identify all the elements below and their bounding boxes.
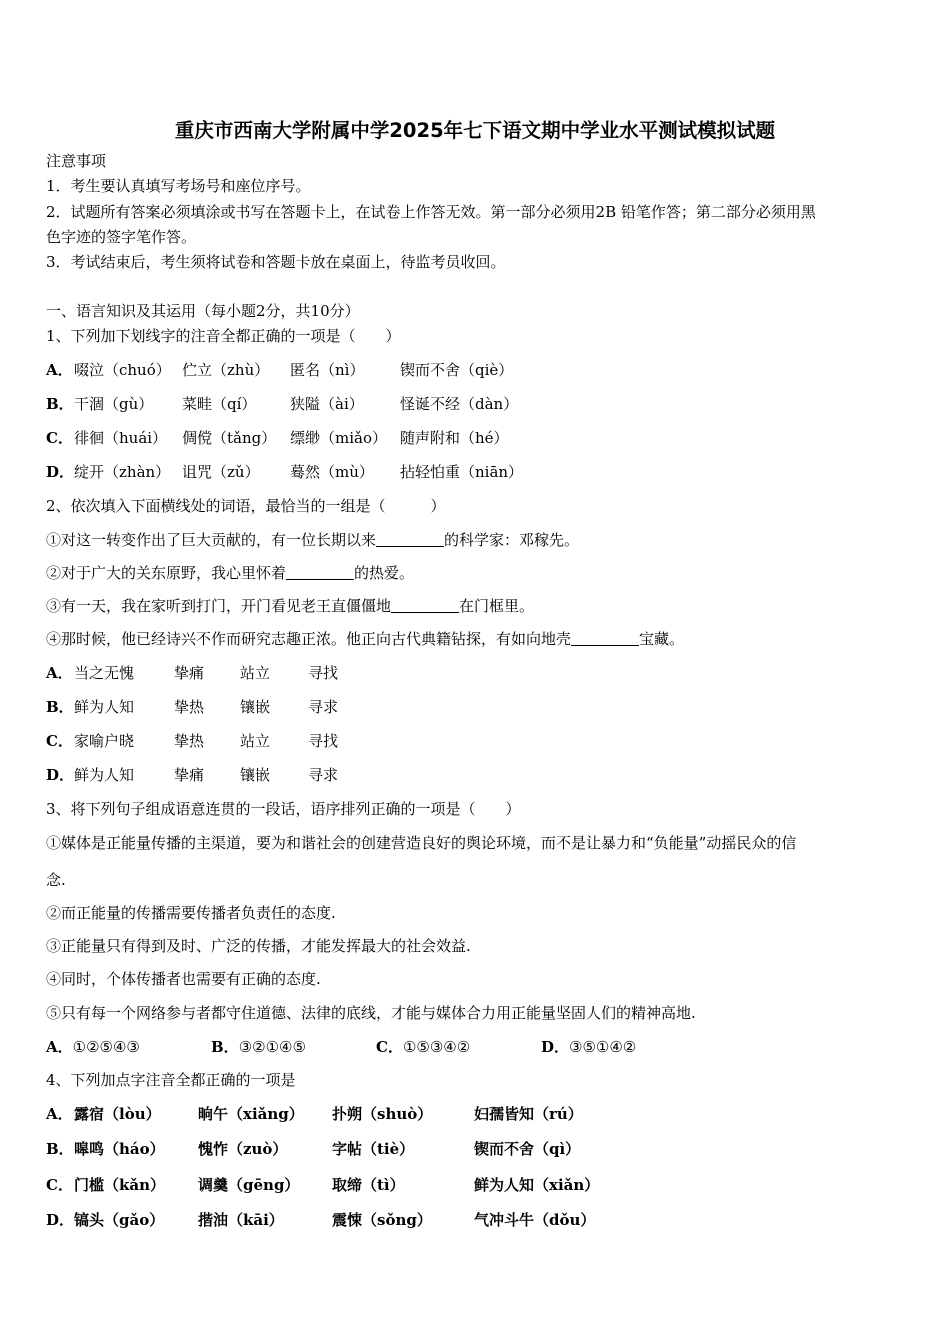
sentence-text: 的热爱。 [354, 564, 415, 582]
q2-c-item-2: 挚热 [174, 732, 205, 750]
page-title: 重庆市西南大学附属中学2025年七下语文期中学业水平测试模拟试题 [174, 119, 776, 142]
q1-c-item-2: 倜傥（tǎng） [182, 429, 277, 447]
q4-stem: 4、下列加点字注音全都正确的一项是 [46, 1071, 296, 1089]
sentence-text: ③有一天，我在家听到打门，开门看见老王直僵僵地 [46, 597, 392, 615]
q2-b-item-4: 寻求 [308, 698, 339, 716]
option-label: C． [376, 1038, 403, 1056]
q1-a-item-4: 锲而不舍（qiè） [400, 361, 514, 379]
q2-option-b [46, 698, 910, 716]
q3-sentence-1-cont: 念. [46, 871, 66, 889]
q4-c-item-3: 取缔（tì） [332, 1176, 405, 1194]
option-label: C． [46, 732, 73, 750]
q3-options [46, 1038, 910, 1056]
notice-heading: 注意事项 [46, 152, 107, 170]
q2-b-item-2: 挚热 [174, 698, 205, 716]
q1-c-item-4: 随声附和（hé） [400, 429, 509, 447]
q4-c-item-2: 调羹（gēng） [198, 1176, 300, 1194]
q1-b-item-2: 菜畦（qí） [182, 395, 257, 413]
option-label: B． [46, 395, 74, 413]
q3-option-a [46, 1038, 211, 1056]
q1-option-c [46, 429, 910, 447]
q4-option-d [46, 1211, 910, 1229]
option-label: D． [541, 1038, 570, 1056]
q3-option-d [541, 1038, 636, 1056]
q1-c-item-3: 缥缈（miǎo） [290, 429, 387, 447]
q2-a-item-1: 当之无愧 [74, 664, 135, 682]
q2-option-c [46, 732, 910, 750]
q2-option-d [46, 766, 910, 784]
fill-blank [391, 598, 459, 613]
q4-a-item-2: 晌午（xiǎng） [198, 1105, 304, 1123]
q1-b-item-1: 干涸（gù） [74, 395, 154, 413]
q2-c-item-1: 家喻户晓 [74, 732, 135, 750]
q2-sentence-2 [46, 564, 910, 582]
sentence-text: 在门框里。 [459, 597, 535, 615]
option-text: ③②①④⑤ [238, 1038, 306, 1056]
q2-b-item-1: 鲜为人知 [74, 698, 135, 716]
notice-item-2: 2．试题所有答案必须填涂或书写在答题卡上，在试卷上作答无效。第一部分必须用2B 铅笔作答；第二部分必须用黑 [46, 203, 816, 221]
q2-sentence-4 [46, 630, 910, 648]
option-label: B． [211, 1038, 239, 1056]
option-label: C． [46, 1176, 73, 1194]
q2-sentence-3 [46, 597, 910, 615]
q1-b-item-3: 狭隘（ài） [290, 395, 364, 413]
fill-blank [571, 631, 639, 646]
sentence-text: ②对于广大的关东原野，我心里怀着 [46, 564, 287, 582]
q2-d-item-4: 寻求 [308, 766, 339, 784]
q3-option-c [376, 1038, 541, 1056]
q1-option-b [46, 395, 910, 413]
q1-d-item-1: 绽开（zhàn） [74, 463, 171, 481]
q1-stem: 1、下列加下划线字的注音全都正确的一项是（ ） [46, 327, 401, 345]
q1-option-d [46, 463, 910, 481]
option-text: ①②⑤④③ [72, 1038, 140, 1056]
q4-c-item-4: 鲜为人知（xiǎn） [474, 1176, 600, 1194]
q4-b-item-2: 愧怍（zuò） [198, 1140, 288, 1158]
q2-d-item-3: 镶嵌 [240, 766, 271, 784]
option-label: C． [46, 429, 73, 447]
section-heading: 一、语言知识及其运用（每小题2分，共10分） [46, 302, 360, 320]
option-label: D． [46, 463, 75, 481]
q4-a-item-1: 露宿（lòu） [74, 1105, 161, 1123]
option-label: B． [46, 1140, 74, 1158]
sentence-text: ④那时候，他已经诗兴不作而研究志趣正浓。他正向古代典籍钻探，有如向地壳 [46, 630, 572, 648]
q4-option-c [46, 1176, 910, 1194]
q4-b-item-1: 嗥鸣（háo） [74, 1140, 165, 1158]
q1-option-a [46, 361, 910, 379]
q2-c-item-3: 站立 [240, 732, 271, 750]
option-text: ①⑤③④② [402, 1038, 471, 1056]
option-label: D． [46, 1211, 75, 1229]
q4-c-item-1: 门槛（kǎn） [74, 1176, 166, 1194]
q3-option-b [211, 1038, 376, 1056]
option-label: A． [46, 1038, 73, 1056]
q3-sentence-4: ④同时，个体传播者也需要有正确的态度. [46, 970, 321, 988]
q4-a-item-3: 扑朔（shuò） [332, 1105, 433, 1123]
q3-stem: 3、将下列句子组成语意连贯的一段话，语序排列正确的一项是（ ） [46, 800, 521, 818]
sentence-text: 宝藏。 [639, 630, 685, 648]
option-label: D． [46, 766, 75, 784]
sentence-text: ①对这一转变作出了巨大贡献的，有一位长期以来 [46, 531, 377, 549]
q4-d-item-1: 镐头（gǎo） [74, 1211, 165, 1229]
q1-d-item-4: 拈轻怕重（niān） [400, 463, 524, 481]
q2-sentence-1 [46, 531, 910, 549]
q4-option-b [46, 1140, 910, 1158]
q4-d-item-2: 揩油（kāi） [198, 1211, 284, 1229]
q2-stem: 2、依次填入下面横线处的词语，最恰当的一组是（ ） [46, 497, 446, 515]
q4-b-item-3: 字帖（tiè） [332, 1140, 415, 1158]
q3-sentence-1: ①媒体是正能量传播的主渠道，要为和谐社会的创建营造良好的舆论环境，而不是让暴力和“负能量”动摇民众的信 [46, 834, 797, 852]
q4-b-item-4: 锲而不舍（qì） [474, 1140, 581, 1158]
q2-option-a [46, 664, 910, 682]
q1-d-item-2: 诅咒（zǔ） [182, 463, 260, 481]
q1-b-item-4: 怪诞不经（dàn） [400, 395, 519, 413]
option-text: ③⑤①④② [569, 1038, 637, 1056]
q4-d-item-3: 震悚（sǒng） [332, 1211, 432, 1229]
option-label: A． [46, 361, 73, 379]
q4-option-a [46, 1105, 910, 1123]
notice-item-3: 3．考试结束后，考生须将试卷和答题卡放在桌面上，待监考员收回。 [46, 253, 506, 271]
q2-a-item-2: 挚痛 [174, 664, 205, 682]
fill-blank [376, 532, 444, 547]
q4-a-item-4: 妇孺皆知（rú） [474, 1105, 583, 1123]
q3-sentence-2: ②而正能量的传播需要传播者负责任的态度. [46, 904, 336, 922]
notice-item-2-cont: 色字迹的签字笔作答。 [46, 228, 197, 246]
option-label: A． [46, 1105, 73, 1123]
sentence-text: 的科学家：邓稼先。 [444, 531, 580, 549]
q1-a-item-2: 伫立（zhù） [182, 361, 270, 379]
q1-c-item-1: 徘徊（huái） [74, 429, 168, 447]
notice-item-1: 1．考生要认真填写考场号和座位序号。 [46, 177, 311, 195]
q2-a-item-4: 寻找 [308, 664, 339, 682]
q1-d-item-3: 蓦然（mù） [290, 463, 374, 481]
fill-blank [286, 565, 354, 580]
q2-d-item-2: 挚痛 [174, 766, 205, 784]
option-label: B． [46, 698, 74, 716]
q2-b-item-3: 镶嵌 [240, 698, 271, 716]
q3-sentence-3: ③正能量只有得到及时、广泛的传播，才能发挥最大的社会效益. [46, 937, 471, 955]
q2-c-item-4: 寻找 [308, 732, 339, 750]
q2-d-item-1: 鲜为人知 [74, 766, 135, 784]
option-label: A． [46, 664, 73, 682]
q3-sentence-5: ⑤只有每一个网络参与者都守住道德、法律的底线，才能与媒体合力用正能量坚固人们的精神高地. [46, 1004, 696, 1022]
q1-a-item-3: 匿名（nì） [290, 361, 365, 379]
q4-d-item-4: 气冲斗牛（dǒu） [474, 1211, 596, 1229]
q1-a-item-1: 啜泣（chuó） [74, 361, 171, 379]
q2-a-item-3: 站立 [240, 664, 271, 682]
